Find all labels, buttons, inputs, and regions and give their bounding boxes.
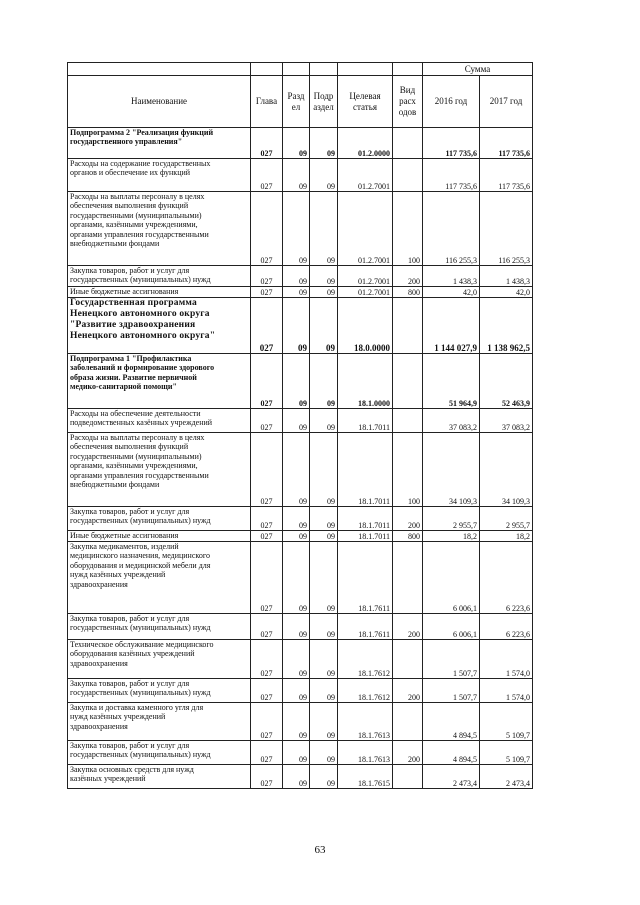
header-glava: Глава: [251, 76, 283, 128]
cell-tselevaya: 18.1.7011: [338, 531, 393, 542]
cell-tselevaya: 18.1.7615: [338, 765, 393, 789]
cell-glava: 027: [251, 507, 283, 531]
table-row: [68, 765, 533, 789]
cell-sum-2017: 37 083,2: [480, 409, 533, 433]
row-name: [68, 159, 251, 192]
header-tselevaya: [338, 76, 393, 128]
header-vid-line: расх: [399, 96, 416, 106]
cell-sum-2016: 117 735,6: [423, 159, 480, 192]
cell-sum-2016: 1 144 027,9: [423, 298, 480, 354]
row-name-line: органов и обеспечение их функций: [70, 168, 191, 178]
cell-sum-2016: 116 255,3: [423, 192, 480, 266]
cell-podrazdel: 09: [310, 159, 338, 192]
cell-podrazdel: 09: [310, 354, 338, 409]
cell-podrazdel: 09: [310, 531, 338, 542]
cell-sum-2017: 1 574,0: [480, 640, 533, 679]
table-row: [68, 354, 533, 409]
cell-sum-2016: 117 735,6: [423, 128, 480, 159]
cell-tselevaya: 01.2.0000: [338, 128, 393, 159]
table-row: [68, 128, 533, 159]
cell-sum-2016: 1 507,7: [423, 640, 480, 679]
row-name: [68, 354, 251, 409]
header-empty: [310, 63, 338, 76]
cell-tselevaya: 01.2.7001: [338, 287, 393, 298]
row-name-line: Иные бюджетные ассигнования: [70, 531, 179, 540]
row-name: [68, 128, 251, 159]
cell-vid: [393, 765, 423, 789]
row-name-line: нужд казённых учреждений: [70, 570, 166, 580]
table-row: [68, 741, 533, 765]
cell-glava: 027: [251, 287, 283, 298]
table-row: [68, 192, 533, 266]
row-name-line: оборудования казённых учреждений: [70, 649, 195, 659]
row-name-line: здравоохранения: [70, 721, 128, 731]
cell-podrazdel: 09: [310, 298, 338, 354]
cell-sum-2017: 6 223,6: [480, 614, 533, 640]
row-name: [68, 433, 251, 507]
row-name-line: медико-санитарной помощи": [70, 382, 177, 392]
row-name-line: Расходы на выплаты персоналу в целях: [70, 433, 205, 442]
cell-razdel: 09: [283, 433, 310, 507]
row-name-line: оборудования и медицинской мебели для: [70, 560, 211, 570]
cell-vid: 800: [393, 287, 423, 298]
cell-glava: 027: [251, 298, 283, 354]
cell-tselevaya: 18.1.7011: [338, 507, 393, 531]
cell-sum-2016: 4 894,5: [423, 741, 480, 765]
row-name: [68, 531, 251, 542]
row-name-line: подведомственных казённых учреждений: [70, 418, 213, 428]
cell-razdel: 09: [283, 128, 310, 159]
table-body: [68, 128, 533, 789]
cell-vid: [393, 409, 423, 433]
row-name-line: Расходы на выплаты персоналу в целях: [70, 192, 205, 201]
cell-glava: 027: [251, 159, 283, 192]
cell-podrazdel: 09: [310, 640, 338, 679]
cell-sum-2016: 42,0: [423, 287, 480, 298]
header-row: [68, 76, 533, 128]
cell-razdel: 09: [283, 192, 310, 266]
row-name-line: внебюджетными фондами: [70, 480, 160, 490]
header-2016: 2016 год: [423, 76, 480, 128]
header-vid: [393, 76, 423, 128]
cell-glava: 027: [251, 640, 283, 679]
cell-glava: 027: [251, 266, 283, 287]
cell-podrazdel: 09: [310, 703, 338, 741]
row-name-line: Закупка и доставка каменного угля для: [70, 703, 204, 712]
cell-sum-2016: 1 438,3: [423, 266, 480, 287]
cell-razdel: 09: [283, 287, 310, 298]
row-name: [68, 409, 251, 433]
budget-table: [67, 62, 533, 789]
row-name-line: Закупка товаров, работ и услуг для: [70, 507, 190, 516]
cell-sum-2017: 1 574,0: [480, 679, 533, 703]
cell-sum-2016: 37 083,2: [423, 409, 480, 433]
header-row-top: [68, 63, 533, 76]
cell-tselevaya: 18.1.7611: [338, 614, 393, 640]
cell-sum-2017: 2 955,7: [480, 507, 533, 531]
row-name-line: образа жизни. Развитие первичной: [70, 372, 197, 382]
row-name: [68, 507, 251, 531]
header-razdel: [283, 76, 310, 128]
cell-sum-2017: 5 109,7: [480, 741, 533, 765]
row-name-line: Ненецкого автономного округа": [70, 331, 216, 341]
budget-table-sheet: [67, 62, 532, 789]
header-empty: [338, 63, 393, 76]
table-row: [68, 703, 533, 741]
cell-tselevaya: 18.0.0000: [338, 298, 393, 354]
cell-vid: [393, 298, 423, 354]
cell-sum-2016: 2 473,4: [423, 765, 480, 789]
row-name-line: органами управления государственными: [70, 229, 209, 239]
cell-podrazdel: 09: [310, 409, 338, 433]
row-name-line: государственных (муниципальных) нужд: [70, 623, 211, 633]
row-name-line: Ненецкого автономного округа: [70, 309, 210, 319]
row-name-line: обеспечения выполнения функций: [70, 201, 189, 211]
cell-podrazdel: 09: [310, 266, 338, 287]
table-row: [68, 409, 533, 433]
row-name-line: Иные бюджетные ассигнования: [70, 287, 179, 296]
cell-sum-2017: 117 735,6: [480, 128, 533, 159]
header-vid-line: одов: [398, 107, 417, 117]
row-name-line: Закупка товаров, работ и услуг для: [70, 614, 190, 623]
row-name: [68, 266, 251, 287]
cell-sum-2016: 6 006,1: [423, 542, 480, 614]
row-name-line: государственного управления": [70, 137, 183, 147]
cell-sum-2016: 34 109,3: [423, 433, 480, 507]
table-row: [68, 159, 533, 192]
cell-vid: [393, 128, 423, 159]
cell-podrazdel: 09: [310, 765, 338, 789]
row-name-line: внебюджетными фондами: [70, 239, 160, 249]
row-name-line: государственных (муниципальных) нужд: [70, 688, 211, 698]
row-name-line: органами, казёнными учреждениями,: [70, 220, 198, 230]
cell-glava: 027: [251, 614, 283, 640]
row-name-line: нужд казённых учреждений: [70, 712, 166, 722]
cell-razdel: 09: [283, 409, 310, 433]
header-tselevaya-line: Целевая: [349, 90, 381, 101]
table-row: [68, 614, 533, 640]
cell-vid: [393, 542, 423, 614]
cell-sum-2016: 4 894,5: [423, 703, 480, 741]
cell-razdel: 09: [283, 354, 310, 409]
row-name-line: заболеваний и формирование здорового: [70, 363, 215, 373]
row-name: [68, 192, 251, 266]
table-row: [68, 433, 533, 507]
row-name: [68, 640, 251, 679]
table-row: [68, 298, 533, 354]
cell-glava: 027: [251, 741, 283, 765]
cell-vid: [393, 354, 423, 409]
row-name-line: Закупка товаров, работ и услуг для: [70, 679, 190, 688]
cell-vid: 200: [393, 679, 423, 703]
cell-razdel: 09: [283, 159, 310, 192]
cell-vid: 200: [393, 507, 423, 531]
header-empty: [393, 63, 423, 76]
row-name-line: Расходы на обеспечение деятельности: [70, 409, 201, 418]
cell-sum-2016: 2 955,7: [423, 507, 480, 531]
cell-glava: 027: [251, 433, 283, 507]
table-row: [68, 287, 533, 298]
table-row: [68, 531, 533, 542]
cell-razdel: 09: [283, 614, 310, 640]
cell-sum-2017: 42,0: [480, 287, 533, 298]
cell-tselevaya: 01.2.7001: [338, 192, 393, 266]
cell-razdel: 09: [283, 542, 310, 614]
row-name-line: казённых учреждений: [70, 774, 146, 784]
cell-tselevaya: 18.1.7613: [338, 703, 393, 741]
row-name: [68, 298, 251, 354]
row-name-line: Государственная программа: [70, 298, 197, 308]
cell-sum-2017: 1 438,3: [480, 266, 533, 287]
cell-podrazdel: 09: [310, 614, 338, 640]
cell-glava: 027: [251, 679, 283, 703]
cell-podrazdel: 09: [310, 128, 338, 159]
cell-vid: 200: [393, 614, 423, 640]
page-number: 63: [314, 844, 326, 856]
cell-razdel: 09: [283, 298, 310, 354]
cell-sum-2017: 52 463,9: [480, 354, 533, 409]
row-name-line: государственными (муниципальными): [70, 451, 202, 461]
header-podrazdel-line: аздел: [313, 101, 334, 112]
cell-vid: [393, 640, 423, 679]
row-name: [68, 703, 251, 741]
table-row: [68, 640, 533, 679]
header-summa: Сумма: [423, 63, 533, 76]
cell-razdel: 09: [283, 507, 310, 531]
cell-sum-2017: 34 109,3: [480, 433, 533, 507]
cell-tselevaya: 18.1.7612: [338, 679, 393, 703]
cell-tselevaya: 18.1.7011: [338, 409, 393, 433]
cell-podrazdel: 09: [310, 433, 338, 507]
cell-razdel: 09: [283, 703, 310, 741]
row-name-line: государственных (муниципальных) нужд: [70, 516, 211, 526]
row-name-line: обеспечения выполнения функций: [70, 442, 189, 452]
row-name-line: медицинского назначения, медицинского: [70, 551, 210, 561]
cell-tselevaya: 18.1.7611: [338, 542, 393, 614]
header-vid-line: Вид: [399, 85, 416, 95]
cell-vid: 200: [393, 741, 423, 765]
row-name-line: Подпрограмма 1 "Профилактика: [70, 354, 192, 363]
cell-glava: 027: [251, 542, 283, 614]
cell-razdel: 09: [283, 741, 310, 765]
cell-vid: 100: [393, 433, 423, 507]
row-name-line: государственными (муниципальными): [70, 210, 202, 220]
row-name: [68, 741, 251, 765]
table-row: [68, 679, 533, 703]
header-razdel-line: Разд: [287, 90, 305, 101]
cell-vid: 800: [393, 531, 423, 542]
cell-glava: 027: [251, 531, 283, 542]
row-name: [68, 765, 251, 789]
row-name: [68, 287, 251, 298]
cell-sum-2017: 116 255,3: [480, 192, 533, 266]
cell-vid: 100: [393, 192, 423, 266]
row-name-line: государственных (муниципальных) нужд: [70, 275, 211, 285]
cell-sum-2016: 6 006,1: [423, 614, 480, 640]
row-name-line: здравоохранения: [70, 658, 128, 668]
cell-razdel: 09: [283, 679, 310, 703]
cell-podrazdel: 09: [310, 507, 338, 531]
row-name-line: Подпрограмма 2 "Реализация функций: [70, 128, 214, 137]
header-tselevaya-line: статья: [353, 101, 377, 112]
cell-tselevaya: 01.2.7001: [338, 159, 393, 192]
cell-glava: 027: [251, 703, 283, 741]
cell-vid: 200: [393, 266, 423, 287]
row-name-line: Закупка основных средств для нужд: [70, 765, 194, 774]
cell-razdel: 09: [283, 531, 310, 542]
cell-sum-2016: 18,2: [423, 531, 480, 542]
cell-glava: 027: [251, 409, 283, 433]
header-2017: 2017 год: [480, 76, 533, 128]
cell-glava: 027: [251, 765, 283, 789]
cell-podrazdel: 09: [310, 287, 338, 298]
row-name-line: государственных (муниципальных) нужд: [70, 750, 211, 760]
row-name-line: здравоохранения: [70, 579, 128, 589]
row-name: [68, 542, 251, 614]
cell-tselevaya: 18.1.7613: [338, 741, 393, 765]
row-name-line: Закупка товаров, работ и услуг для: [70, 741, 190, 750]
row-name-line: Техническое обслуживание медицинского: [70, 640, 214, 649]
table-row: [68, 266, 533, 287]
header-empty: [68, 63, 251, 76]
row-name-line: Закупка медикаментов, изделий: [70, 542, 179, 551]
cell-sum-2016: 1 507,7: [423, 679, 480, 703]
cell-vid: [393, 703, 423, 741]
cell-podrazdel: 09: [310, 192, 338, 266]
cell-glava: 027: [251, 192, 283, 266]
header-razdel-line: ел: [291, 101, 301, 112]
cell-razdel: 09: [283, 765, 310, 789]
cell-glava: 027: [251, 128, 283, 159]
cell-sum-2016: 51 964,9: [423, 354, 480, 409]
header-podrazdel-line: Подр: [313, 90, 334, 101]
cell-tselevaya: 01.2.7001: [338, 266, 393, 287]
cell-sum-2017: 2 473,4: [480, 765, 533, 789]
row-name-line: Закупка товаров, работ и услуг для: [70, 266, 190, 275]
cell-podrazdel: 09: [310, 679, 338, 703]
cell-tselevaya: 18.1.7612: [338, 640, 393, 679]
header-empty: [283, 63, 310, 76]
header-empty: [251, 63, 283, 76]
cell-sum-2017: 6 223,6: [480, 542, 533, 614]
table-row: [68, 507, 533, 531]
cell-tselevaya: 18.1.7011: [338, 433, 393, 507]
row-name-line: Расходы на содержание государственных: [70, 159, 211, 168]
cell-sum-2017: 5 109,7: [480, 703, 533, 741]
row-name-line: "Развитие здравоохранения: [70, 320, 196, 330]
cell-razdel: 09: [283, 640, 310, 679]
cell-podrazdel: 09: [310, 542, 338, 614]
cell-sum-2017: 117 735,6: [480, 159, 533, 192]
cell-sum-2017: 18,2: [480, 531, 533, 542]
row-name: [68, 614, 251, 640]
cell-glava: 027: [251, 354, 283, 409]
cell-sum-2017: 1 138 962,5: [480, 298, 533, 354]
header-podrazdel: [310, 76, 338, 128]
cell-razdel: 09: [283, 266, 310, 287]
cell-tselevaya: 18.1.0000: [338, 354, 393, 409]
header-naimenovanie: Наименование: [68, 76, 251, 128]
row-name: [68, 679, 251, 703]
cell-podrazdel: 09: [310, 741, 338, 765]
table-row: [68, 542, 533, 614]
row-name-line: органами, казёнными учреждениями,: [70, 461, 198, 471]
cell-vid: [393, 159, 423, 192]
row-name-line: органами управления государственными: [70, 470, 209, 480]
